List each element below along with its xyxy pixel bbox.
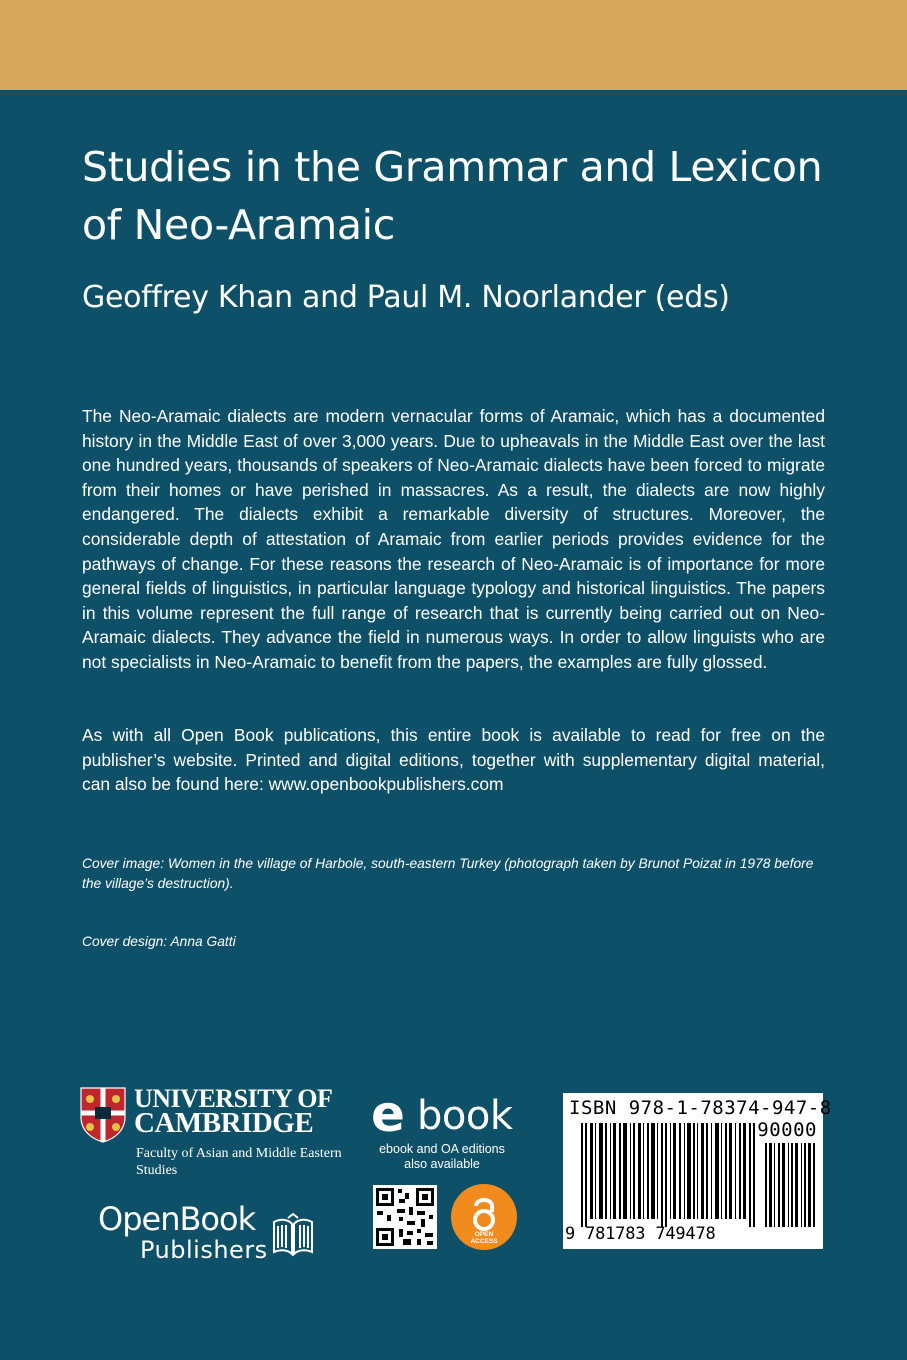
book-title: Studies in the Grammar and Lexicon of Neo-Aramaic [82,143,823,249]
price-barcode-bars [765,1143,815,1227]
isbn-number: ISBN 978-1-78374-947-8 [569,1097,832,1119]
open-access-badge [451,1184,517,1250]
ean-barcode-bars [581,1123,757,1227]
cambridge-logo [80,1084,350,1182]
barcode-digits: 9 781783 749478 [565,1224,716,1244]
blurb-paragraph: The Neo-Aramaic dialects are modern vernacular forms of Aramaic, which has a documented history in the Middle East of over 3,000 years. Due to upheavals in the Middle East over the last one hundred years, thousands of speakers of Neo-Aramaic dialects have been forced to migrate from their homes or have perished in massacres. As a result, the dialects are now highly endangered. The dialects exhibit a remarkable diversity of structures. Moreover, the considerable depth of attestation of Aramaic from earlier periods provides evidence for the pathways of change. For these reasons the research of Neo-Aramaic is of importance for more general fields of linguistics, in particular language typology and historical linguistics. The papers in this volume represent the full range of research that is currently being carried out on Neo-Aramaic dialects. They advance the field in numerous ways. In order to allow linguists who are not specialists in Neo-Aramaic to benefit from the papers, the examples are fully glossed. [82,406,825,672]
openbook-name-line1: OpenBook [98,1200,256,1238]
isbn-barcode [563,1093,832,1249]
barcode-price-code: 90000 [757,1119,817,1141]
cambridge-department: Faculty of Asian and Middle Eastern Studies [136,1146,342,1178]
cambridge-name-line1: UNIVERSITY OF [134,1084,333,1113]
ebook-e-letter: e [371,1085,405,1143]
cambridge-shield-icon [80,1087,126,1143]
ebook-availability-note: ebook and OA editions also available [379,1142,505,1171]
book-editors: Geoffrey Khan and Paul M. Noorlander (eds) [82,280,730,315]
top-color-band [0,0,907,90]
ebook-book-word: book [417,1093,513,1139]
cover-design-credit: Cover design: Anna Gatti [82,934,236,949]
openbook-name-line2: Publishers [140,1236,268,1264]
open-access-paragraph: As with all Open Book publications, this entire book is available to read for free on the publisher’s website. Printed and digital editions, together with supplementary digital material, can also be found here: www.openbookpublishers.com [82,725,825,795]
ebook-block [367,1085,527,1254]
openbook-logo [98,1200,328,1270]
qr-code-icon [373,1185,437,1249]
open-book-icon [270,1212,316,1258]
cambridge-name-line2: CAMBRIDGE [134,1107,314,1139]
cover-image-credit: Cover image: Women in the village of Harbole, south-eastern Turkey (photograph taken by Brunot Poizat in 1978 before the village’s destruction). [82,856,814,891]
open-access-label: OPEN ACCESS [470,1231,498,1245]
